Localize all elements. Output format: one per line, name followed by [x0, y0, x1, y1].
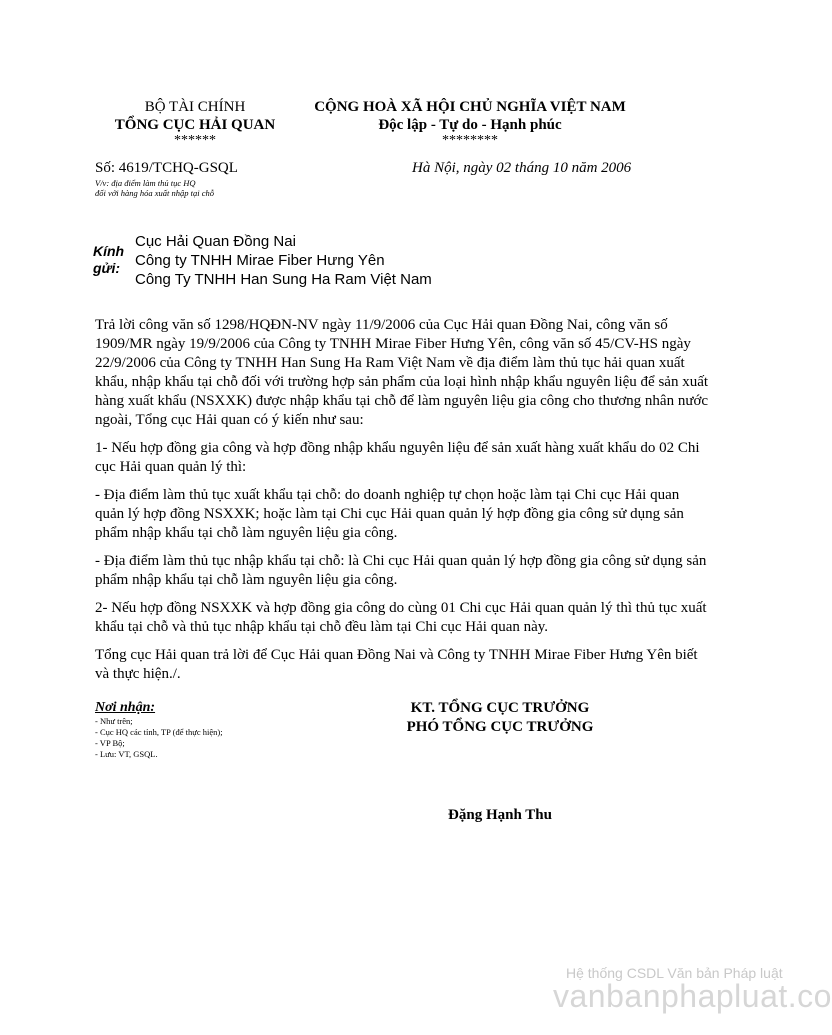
document-number: Số: 4619/TCHQ-GSQL: [95, 160, 238, 176]
signature-block: [380, 699, 620, 737]
signature-title-line-1: KT. TỔNG CỤC TRƯỞNG: [410, 700, 590, 716]
document-subject: [95, 178, 214, 198]
letter-body: [95, 316, 710, 693]
department-name: TỔNG CỤC HẢI QUAN: [114, 117, 276, 133]
watermark-caption: Hệ thống CSDL Văn bản Pháp luật: [566, 965, 783, 981]
distribution-list: [95, 700, 223, 760]
body-paragraph: Trả lời công văn số 1298/HQĐN-NV ngày 11/9/2006 của Cục Hải quan Đồng Nai, công văn số 1909/MR ngày 19/9/2006 của Công ty TNHH Mirae Fiber Hưng Yên, công văn số 45/CV-HS ngày 22/9/2006 của Công ty TNHH Han Sung Ha Ram Việt Nam về địa điểm làm thủ tục hải quan xuất khẩu, nhập khẩu tại chỗ đối với trường hợp sản phẩm của loại hình nhập khẩu nguyên liệu để sản xuất hàng xuất khẩu (NSXXK) được nhập khẩu tại chỗ để làm nguyên liệu gia công cho thương nhân nước ngoài, Tổng cục Hải quan có ý kiến như sau:: [95, 317, 709, 428]
distribution-item: - Như trên;: [95, 716, 133, 726]
distribution-item: - Lưu: VT, GSQL.: [95, 749, 158, 759]
recipient-item: Cục Hải Quan Đồng Nai: [135, 233, 296, 250]
distribution-item: - Cục HQ các tỉnh, TP (để thực hiện);: [95, 727, 223, 737]
left-separator-stars: ******: [174, 133, 216, 148]
recipient-label: [93, 243, 133, 277]
distribution-title: Nơi nhận:: [95, 700, 156, 715]
body-paragraph: - Địa điểm làm thủ tục nhập khẩu tại chỗ: là Chi cục Hải quan quản lý hợp đồng gia công sử dụng sản phẩm nhập khẩu tại chỗ làm nguyên liệu gia công.: [95, 553, 707, 588]
body-paragraph: 2- Nếu hợp đồng NSXXK và hợp đồng gia công do cùng 01 Chi cục Hải quan quản lý thì thủ tục xuất khẩu tại chỗ và thủ tục nhập khẩu tại chỗ đều làm tại Chi cục Hải quan này.: [95, 600, 707, 635]
body-paragraph: 1- Nếu hợp đồng gia công và hợp đồng nhập khẩu nguyên liệu để sản xuất hàng xuất khẩu do 02 Chi cục Hải quan quản lý thì:: [95, 440, 700, 475]
distribution-item: - VP Bộ;: [95, 738, 125, 748]
recipient-item: Công Ty TNHH Han Sung Ha Ram Việt Nam: [135, 271, 432, 288]
recipient-list: [135, 232, 432, 289]
watermark-site: vanbanphapluat.co: [553, 978, 832, 1014]
body-paragraph: - Địa điểm làm thủ tục xuất khẩu tại chỗ: do doanh nghiệp tự chọn hoặc làm tại Chi cục Hải quan quản lý hợp đồng NSXXK; hoặc làm tại Chi cục Hải quan quản lý hợp đồng gia công sử dụng sản phẩm nhập khẩu tại chỗ làm nguyên liệu gia công.: [95, 487, 684, 541]
right-separator-stars: ********: [442, 133, 498, 148]
ministry-name: BỘ TÀI CHÍNH: [144, 99, 246, 115]
nation-title: CỘNG HOÀ XÃ HỘI CHỦ NGHĨA VIỆT NAM: [314, 99, 626, 115]
recipient-label-line-2: gửi:: [93, 260, 121, 276]
recipient-label-line-1: Kính: [93, 243, 125, 259]
recipient-item: Công ty TNHH Mirae Fiber Hưng Yên: [135, 252, 385, 269]
signer-name: Đặng Hạnh Thu: [448, 807, 552, 823]
national-header-block: [290, 98, 650, 148]
national-motto: Độc lập - Tự do - Hạnh phúc: [378, 117, 562, 133]
issue-date: Hà Nội, ngày 02 tháng 10 năm 2006: [412, 160, 632, 176]
issuing-agency-block: [95, 98, 295, 148]
subject-line-2: đối với hàng hóa xuất nhập tại chỗ: [95, 188, 215, 198]
signature-title-line-2: PHÓ TỔNG CỤC TRƯỞNG: [406, 719, 594, 735]
body-paragraph: Tổng cục Hải quan trả lời để Cục Hải quan Đồng Nai và Công ty TNHH Mirae Fiber Hưng Yên biết và thực hiện./.: [95, 647, 698, 682]
subject-line-1: V/v: địa điểm làm thủ tục HQ: [95, 178, 196, 188]
